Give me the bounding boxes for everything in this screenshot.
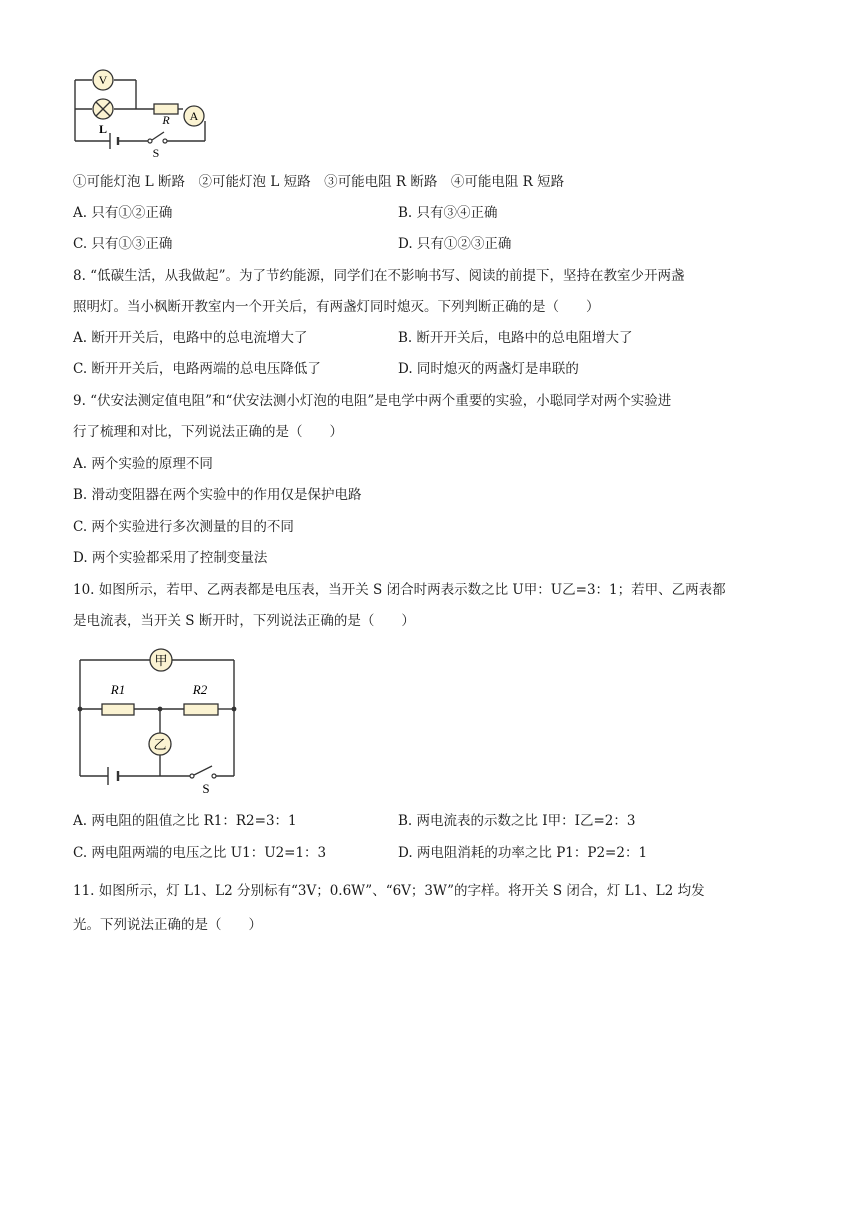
- q8-option-b: B. 断开开关后，电路中的总电阻增大了: [398, 330, 633, 346]
- q9-option-b: B. 滑动变阻器在两个实验中的作用仅是保护电路: [73, 487, 362, 503]
- q10-circuit-diagram: [72, 648, 242, 796]
- q8-stem-line2: 照明灯。当小枫断开教室内一个开关后，有两盏灯同时熄灭。下列判断正确的是（ ）: [73, 299, 600, 315]
- q10-stem-line2: 是电流表，当开关 S 断开时，下列说法正确的是（ ）: [73, 613, 415, 629]
- q7-option-b: B. 只有③④正确: [398, 205, 498, 221]
- switch-icon: [194, 766, 212, 775]
- q7-option-a: A. 只有①②正确: [73, 205, 173, 221]
- q11-stem-line1: 11. 如图所示，灯 L1、L2 分别标有“3V；0.6W”、“6V；3W”的字样。将开关 S 闭合，灯 L1、L2 均发: [73, 883, 705, 899]
- resistor-r1-icon: [102, 704, 134, 715]
- q9-option-c: C. 两个实验进行多次测量的目的不同: [73, 519, 294, 535]
- q7-conditions: ①可能灯泡 L 断路 ②可能灯泡 L 短路 ③可能电阻 R 断路 ④可能电阻 R 短路: [73, 174, 565, 190]
- meter-jia-label: 甲: [154, 653, 168, 668]
- q9-stem-line1: 9. “伏安法测定值电阻”和“伏安法测小灯泡的电阻”是电学中两个重要的实验，小聪同学对两个实验进: [73, 393, 672, 409]
- meter-yi-label: 乙: [153, 737, 167, 752]
- q11-stem-line2: 光。下列说法正确的是（ ）: [73, 917, 262, 933]
- resistor-label: R: [162, 113, 170, 127]
- q9-option-d: D. 两个实验都采用了控制变量法: [73, 550, 268, 566]
- resistor-r2-label: R2: [192, 682, 208, 697]
- q10-option-c: C. 两电阻两端的电压之比 U1：U2=1：3: [73, 845, 327, 861]
- q8-stem-line1: 8. “低碳生活，从我做起”。为了节约能源，同学们在不影响书写、阅读的前提下，坚持在教室少开两盏: [73, 268, 685, 284]
- q8-option-c: C. 断开开关后，电路两端的总电压降低了: [73, 361, 321, 377]
- q9-option-a: A. 两个实验的原理不同: [73, 456, 213, 472]
- q7-option-c: C. 只有①③正确: [73, 236, 173, 252]
- switch-label: S: [202, 781, 210, 796]
- q7-option-d: D. 只有①②③正确: [398, 236, 512, 252]
- q8-option-a: A. 断开开关后，电路中的总电流增大了: [73, 330, 308, 346]
- voltmeter-label: V: [98, 73, 108, 87]
- resistor-r2-icon: [184, 704, 218, 715]
- q7-circuit-diagram: [70, 66, 220, 161]
- q8-option-d: D. 同时熄灭的两盏灯是串联的: [398, 361, 579, 377]
- switch-icon: [152, 132, 164, 140]
- ammeter-label: A: [189, 109, 199, 123]
- q10-option-a: A. 两电阻的阻值之比 R1：R2=3：1: [73, 813, 297, 829]
- q9-stem-line2: 行了梳理和对比，下列说法正确的是（ ）: [73, 424, 343, 440]
- resistor-r1-label: R1: [110, 682, 126, 697]
- q10-option-b: B. 两电流表的示数之比 I甲：I乙=2：3: [398, 813, 636, 829]
- q10-option-d: D. 两电阻消耗的功率之比 P1：P2=2：1: [398, 845, 648, 861]
- switch-label: S: [152, 146, 160, 160]
- q10-stem-line1: 10. 如图所示，若甲、乙两表都是电压表，当开关 S 闭合时两表示数之比 U甲：U乙=3：1；若甲、乙两表都: [73, 582, 726, 598]
- lamp-label: L: [98, 122, 108, 136]
